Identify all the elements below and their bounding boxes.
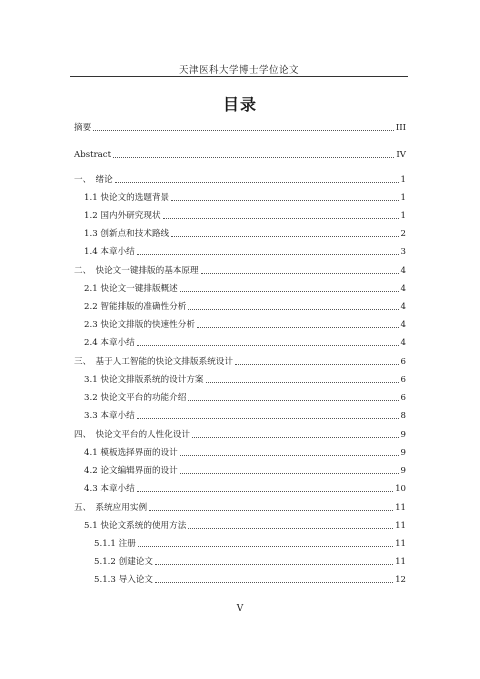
leader-dots [197,327,399,328]
toc-section-2-4[interactable] [74,334,406,348]
leader-dots [180,291,399,292]
toc-entry-label: 1.4 本章小结 [84,247,135,257]
toc-title: 目录 [222,95,257,114]
toc-entry-page: 4 [400,338,406,348]
toc-entry-label: 2.1 快论文一键排版概述 [84,284,178,294]
leader-dots [188,400,398,401]
toc-entry-page: 4 [400,284,406,294]
toc-chapter-3[interactable] [74,353,406,367]
toc-entry-label: 3.1 快论文排版系统的设计方案 [84,375,204,385]
toc-section-3-2[interactable] [74,389,406,403]
toc-entry-label: 四、 快论文平台的人性化设计 [74,430,191,440]
toc-chapter-2[interactable] [74,262,406,276]
toc-entry-label: 摘要 [74,123,92,133]
leader-dots [163,218,399,219]
toc-section-1-1[interactable] [74,189,406,203]
toc-entry-page: 11 [395,557,406,567]
toc-entry-label: Abstract [74,150,112,160]
leader-dots [155,582,393,583]
toc-entry-page: 11 [395,503,406,513]
leader-dots [180,455,399,456]
toc-entry-abstract-cn[interactable] [74,119,406,133]
toc-entry-page: 9 [400,430,406,440]
leader-dots [171,200,398,201]
toc-entry-page: 1 [400,193,406,203]
toc-entry-label: 5.1.3 导入论文 [94,575,153,585]
leader-dots [149,510,393,511]
running-header: 天津医科大学博士学位论文 [178,65,299,76]
toc-entry-page: 11 [395,539,406,549]
toc-entry-page: 3 [400,247,406,257]
toc-section-4-2[interactable] [74,462,406,476]
toc-section-4-1[interactable] [74,444,406,458]
toc-section-1-3[interactable] [74,225,406,239]
toc-entry-label: 二、 快论文一键排版的基本原理 [74,266,199,276]
toc-entry-label: 5.1.2 创建论文 [94,557,153,567]
toc-entry-page: 1 [400,211,406,221]
toc-section-1-2[interactable] [74,207,406,221]
toc-section-4-3[interactable] [74,480,406,494]
toc-chapter-5[interactable] [74,499,406,513]
toc-entry-page: IV [396,150,406,160]
toc-entry-page: 9 [400,466,406,476]
toc-subsection-5-1-3[interactable] [74,571,406,585]
toc-entry-label: 4.2 论文编辑界面的设计 [84,466,178,476]
toc-subsection-5-1-1[interactable] [74,535,406,549]
leader-dots [115,182,399,183]
toc-entry-page: 10 [395,484,406,494]
toc-section-3-3[interactable] [74,407,406,421]
toc-section-5-1[interactable] [74,517,406,531]
leader-dots [235,364,399,365]
toc-entry-label: 五、 系统应用实例 [74,503,148,513]
toc-entry-label: 2.2 智能排版的准确性分析 [84,302,187,312]
leader-dots [155,564,393,565]
toc-entry-label: 5.1.1 注册 [94,539,136,549]
toc-section-2-1[interactable] [74,280,406,294]
toc-entry-page: 11 [395,521,406,531]
toc-entry-page: 9 [400,448,406,458]
toc-entry-abstract-en[interactable] [74,146,406,160]
leader-dots [206,382,399,383]
toc-entry-page: 4 [400,266,406,276]
leader-dots [138,546,393,547]
leader-dots [137,491,393,492]
page-number: V [236,604,244,614]
header-rule [70,76,408,77]
toc-section-2-3[interactable] [74,316,406,330]
toc-section-1-4[interactable] [74,243,406,257]
toc-entry-page: 12 [395,575,406,585]
leader-dots [113,157,394,158]
leader-dots [137,345,399,346]
toc-subsection-5-1-2[interactable] [74,553,406,567]
toc-entry-label: 2.4 本章小结 [84,338,135,348]
toc-entry-label: 1.3 创新点和技术路线 [84,229,170,239]
leader-dots [201,273,399,274]
leader-dots [93,130,394,131]
toc-chapter-1[interactable] [74,171,406,185]
toc-entry-page: 6 [400,357,406,367]
toc-entry-label: 一、 绪论 [74,175,113,185]
toc-entry-label: 3.2 快论文平台的功能介绍 [84,393,187,403]
toc-entry-label: 4.1 模板选择界面的设计 [84,448,178,458]
leader-dots [188,528,393,529]
toc-chapter-4[interactable] [74,426,406,440]
toc-entry-label: 2.3 快论文排版的快速性分析 [84,320,195,330]
toc-entry-label: 4.3 本章小结 [84,484,135,494]
toc-entry-page: 6 [400,375,406,385]
toc-entry-label: 1.1 快论文的选题背景 [84,193,170,203]
toc-entry-page: 1 [400,175,406,185]
leader-dots [192,437,399,438]
toc-entry-page: 6 [400,393,406,403]
toc-entry-label: 5.1 快论文系统的使用方法 [84,521,187,531]
leader-dots [171,236,398,237]
toc-entry-page: 4 [400,302,406,312]
leader-dots [188,309,398,310]
toc-entry-page: 4 [400,320,406,330]
leader-dots [137,254,399,255]
leader-dots [137,418,399,419]
leader-dots [180,473,399,474]
toc-entry-label: 三、 基于人工智能的快论文排版系统设计 [74,357,233,367]
toc-section-2-2[interactable] [74,298,406,312]
toc-entry-label: 3.3 本章小结 [84,411,135,421]
toc-entry-page: III [395,123,406,133]
toc-entry-label: 1.2 国内外研究现状 [84,211,161,221]
toc-section-3-1[interactable] [74,371,406,385]
toc-entry-page: 2 [400,229,406,239]
toc-entry-page: 8 [400,411,406,421]
